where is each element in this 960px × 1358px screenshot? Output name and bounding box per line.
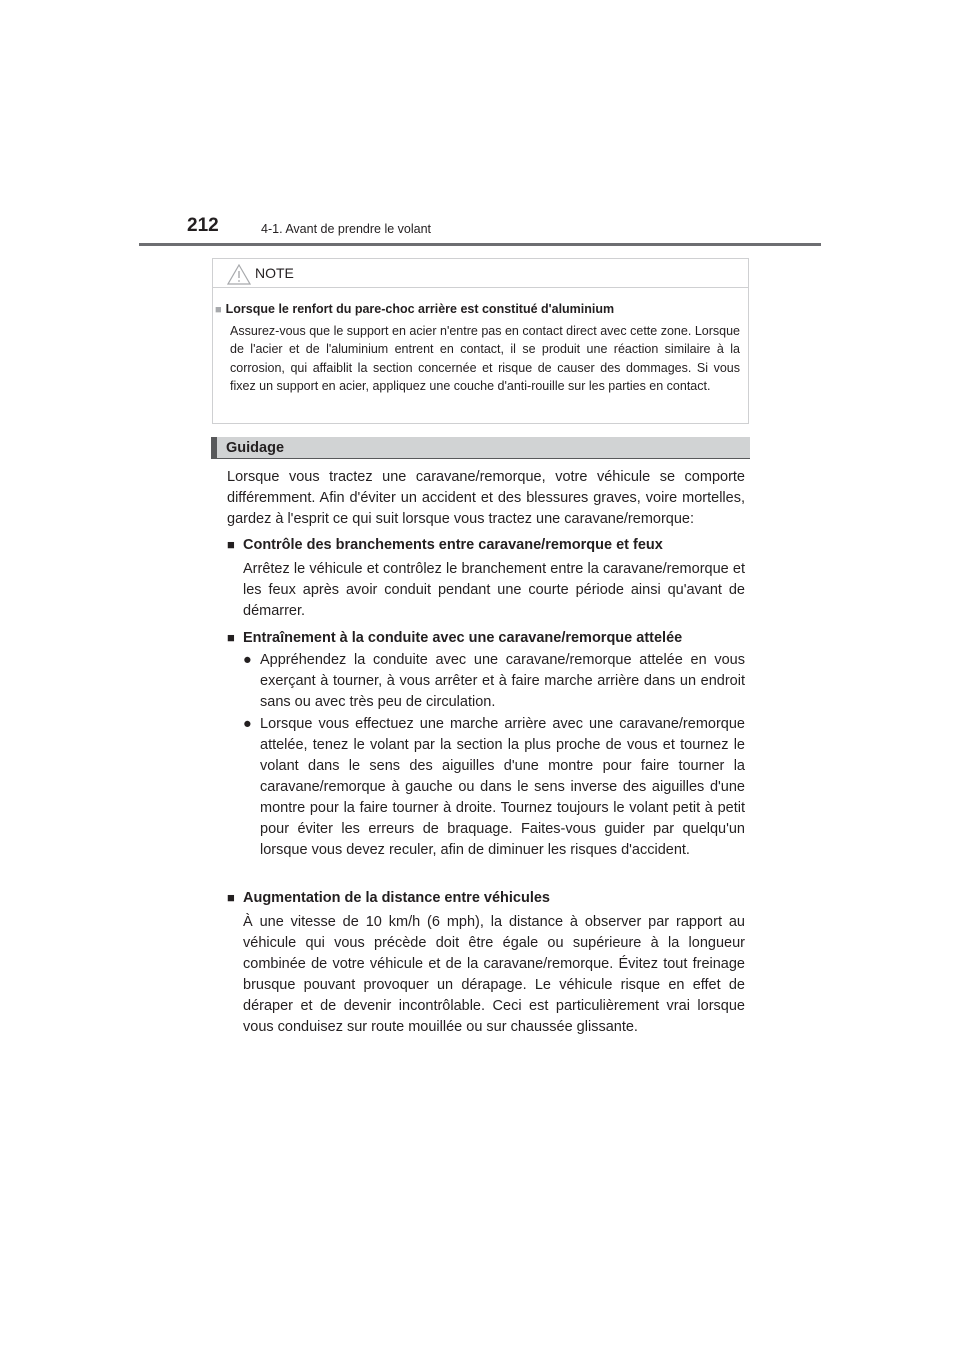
section-heading	[211, 437, 750, 459]
note-text: Assurez-vous que le support en acier n'entre pas en contact direct avec cette zone. Lorsque de l'acier et de l'aluminium entrent en contact, il se produit une réaction similaire à la corrosion, qui affaiblit la section concernée et risque de causer des dommages. Si vous fixez un support en acier, appliquez une couche d'anti-rouille sur les parties en contact.	[230, 324, 740, 393]
note-title	[213, 301, 614, 318]
subheading-marker: ■	[227, 890, 235, 905]
page-number: 212	[187, 215, 219, 236]
section-heading-text: Guidage	[226, 440, 285, 456]
header-rule	[139, 243, 821, 246]
intro-paragraph: Lorsque vous tractez une caravane/remorque, votre véhicule se comporte différemment. Afin d'éviter un accident et des blessures graves, voire mortelles, gardez à l'esprit ce qui suit lorsque vous tractez une caravane/remorque:	[227, 469, 745, 527]
chapter-title: 4-1. Avant de prendre le volant	[261, 222, 432, 236]
subheading-text: Augmentation de la distance entre véhicules	[243, 890, 550, 906]
subheading-text: Contrôle des branchements entre caravane/remorque et feux	[243, 537, 663, 553]
note-header	[213, 259, 748, 288]
note-box	[212, 258, 749, 424]
note-title-marker: ■	[215, 304, 222, 316]
bullet-text: Lorsque vous effectuez une marche arrière avec une caravane/remorque attelée, tenez le volant par la section la plus proche de vous et tournez le volant dans le sens des aiguilles d'une montre pour faire tourner la caravane/remorque à gauche ou dans le sens inverse des aiguilles d'une montre pour la faire tourner à droite. Tournez toujours le volant petit à petit pour éviter les erreurs de braquage. Faites-vous guider par quelqu'un lorsque vous devez reculer, afin de diminuer les risques d'accident.	[260, 716, 745, 858]
note-title-text: Lorsque le renfort du pare-choc arrière est constitué d'aluminium	[225, 302, 615, 316]
bullet-marker: ●	[243, 652, 252, 668]
note-label: NOTE	[255, 265, 294, 281]
subheading-distance	[227, 889, 550, 907]
bullet-marker: ●	[243, 716, 252, 732]
warning-triangle-icon	[227, 264, 251, 285]
subheading-branchements	[227, 536, 663, 554]
subheading-marker: ■	[227, 630, 235, 645]
paragraph-distance: À une vitesse de 10 km/h (6 mph), la distance à observer par rapport au véhicule qui vous précède doit être égale ou supérieure à la longueur combinée de votre véhicule et de la caravane/remorque. Évitez tout freinage brusque pouvant provoquer un dérapage. Le véhicule risque en effet de déraper et de devenir incontrôlable. Ceci est particulièrement vrai lorsque vous conduisez sur route mouillée ou sur chaussée glissante.	[243, 914, 745, 1035]
paragraph-branchements: Arrêtez le véhicule et contrôlez le branchement entre la caravane/remorque et les feux après avoir conduit pendant une courte période ainsi qu'avant de démarrer.	[243, 561, 745, 619]
subheading-text: Entraînement à la conduite avec une caravane/remorque attelée	[243, 630, 683, 646]
subheading-marker: ■	[227, 537, 235, 552]
subheading-entrainement	[227, 629, 682, 647]
bullet-text: Appréhendez la conduite avec une caravane/remorque attelée en vous exerçant à tourner, à vous arrêter et à faire marche arrière dans un endroit sans ou avec très peu de circulation.	[260, 652, 745, 710]
